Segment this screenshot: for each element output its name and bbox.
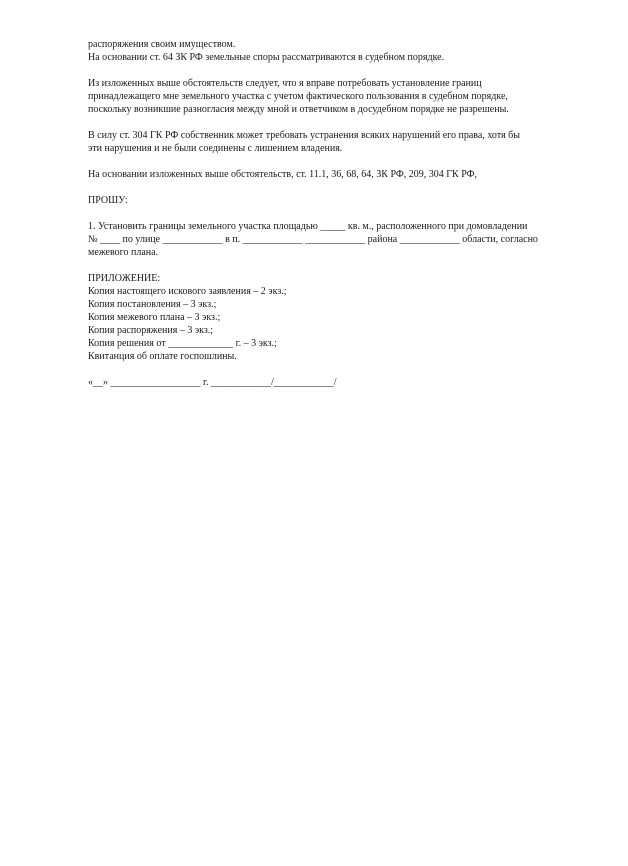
attachment-item: Копия межевого плана – 3 экз.; bbox=[88, 312, 221, 323]
text-line: На основании изложенных выше обстоятельств, ст. 11.1, 36, 68, 64, ЗК РФ, 209, 304 ГК РФ, bbox=[88, 169, 478, 180]
request-item bbox=[88, 220, 588, 259]
text-line: Из изложенных выше обстоятельств следует, что я вправе потребовать установление границ bbox=[88, 78, 482, 89]
text-line: поскольку возникшие разногласия между мной и ответчиком в досудебном порядке не разрешены. bbox=[88, 104, 509, 115]
text-line: В силу ст. 304 ГК РФ собственник может требовать устранения всяких нарушений его права, хотя бы bbox=[88, 130, 520, 141]
attachments-section bbox=[88, 272, 588, 363]
attachment-item: Копия постановления – 3 экз.; bbox=[88, 299, 217, 310]
signature-line: «__» __________________ г. ____________/____________/ bbox=[88, 377, 337, 388]
text-line: № ____ по улице ____________ в п. ____________ ____________ района ____________ области, согласно bbox=[88, 234, 538, 245]
request-heading: ПРОШУ: bbox=[88, 195, 128, 206]
attachment-item: Копия настоящего искового заявления – 2 экз.; bbox=[88, 286, 287, 297]
attachment-item: Квитанция об оплате госпошлины. bbox=[88, 351, 237, 362]
paragraph-property-disposal bbox=[88, 38, 588, 64]
document-body bbox=[88, 38, 588, 389]
text-line: принадлежащего мне земельного участка с учетом фактического пользования в судебном порядке, bbox=[88, 91, 508, 102]
text-line: распоряжения своим имуществом. bbox=[88, 39, 236, 50]
attachment-item: Копия решения от _____________ г. – 3 экз.; bbox=[88, 338, 277, 349]
text-line: эти нарушения и не были соединены с лишением владения. bbox=[88, 143, 343, 154]
attachments-heading: ПРИЛОЖЕНИЕ: bbox=[88, 273, 161, 284]
text-line: межевого плана. bbox=[88, 247, 159, 258]
paragraph-boundary-claim bbox=[88, 77, 588, 116]
text-line: На основании ст. 64 ЗК РФ земельные споры рассматриваются в судебном порядке. bbox=[88, 52, 445, 63]
paragraph-legal-basis bbox=[88, 168, 588, 181]
text-line: 1. Установить границы земельного участка площадью _____ кв. м., расположенного при домовладении bbox=[88, 221, 528, 232]
paragraph-article-304 bbox=[88, 129, 588, 155]
attachment-item: Копия распоряжения – 3 экз.; bbox=[88, 325, 214, 336]
